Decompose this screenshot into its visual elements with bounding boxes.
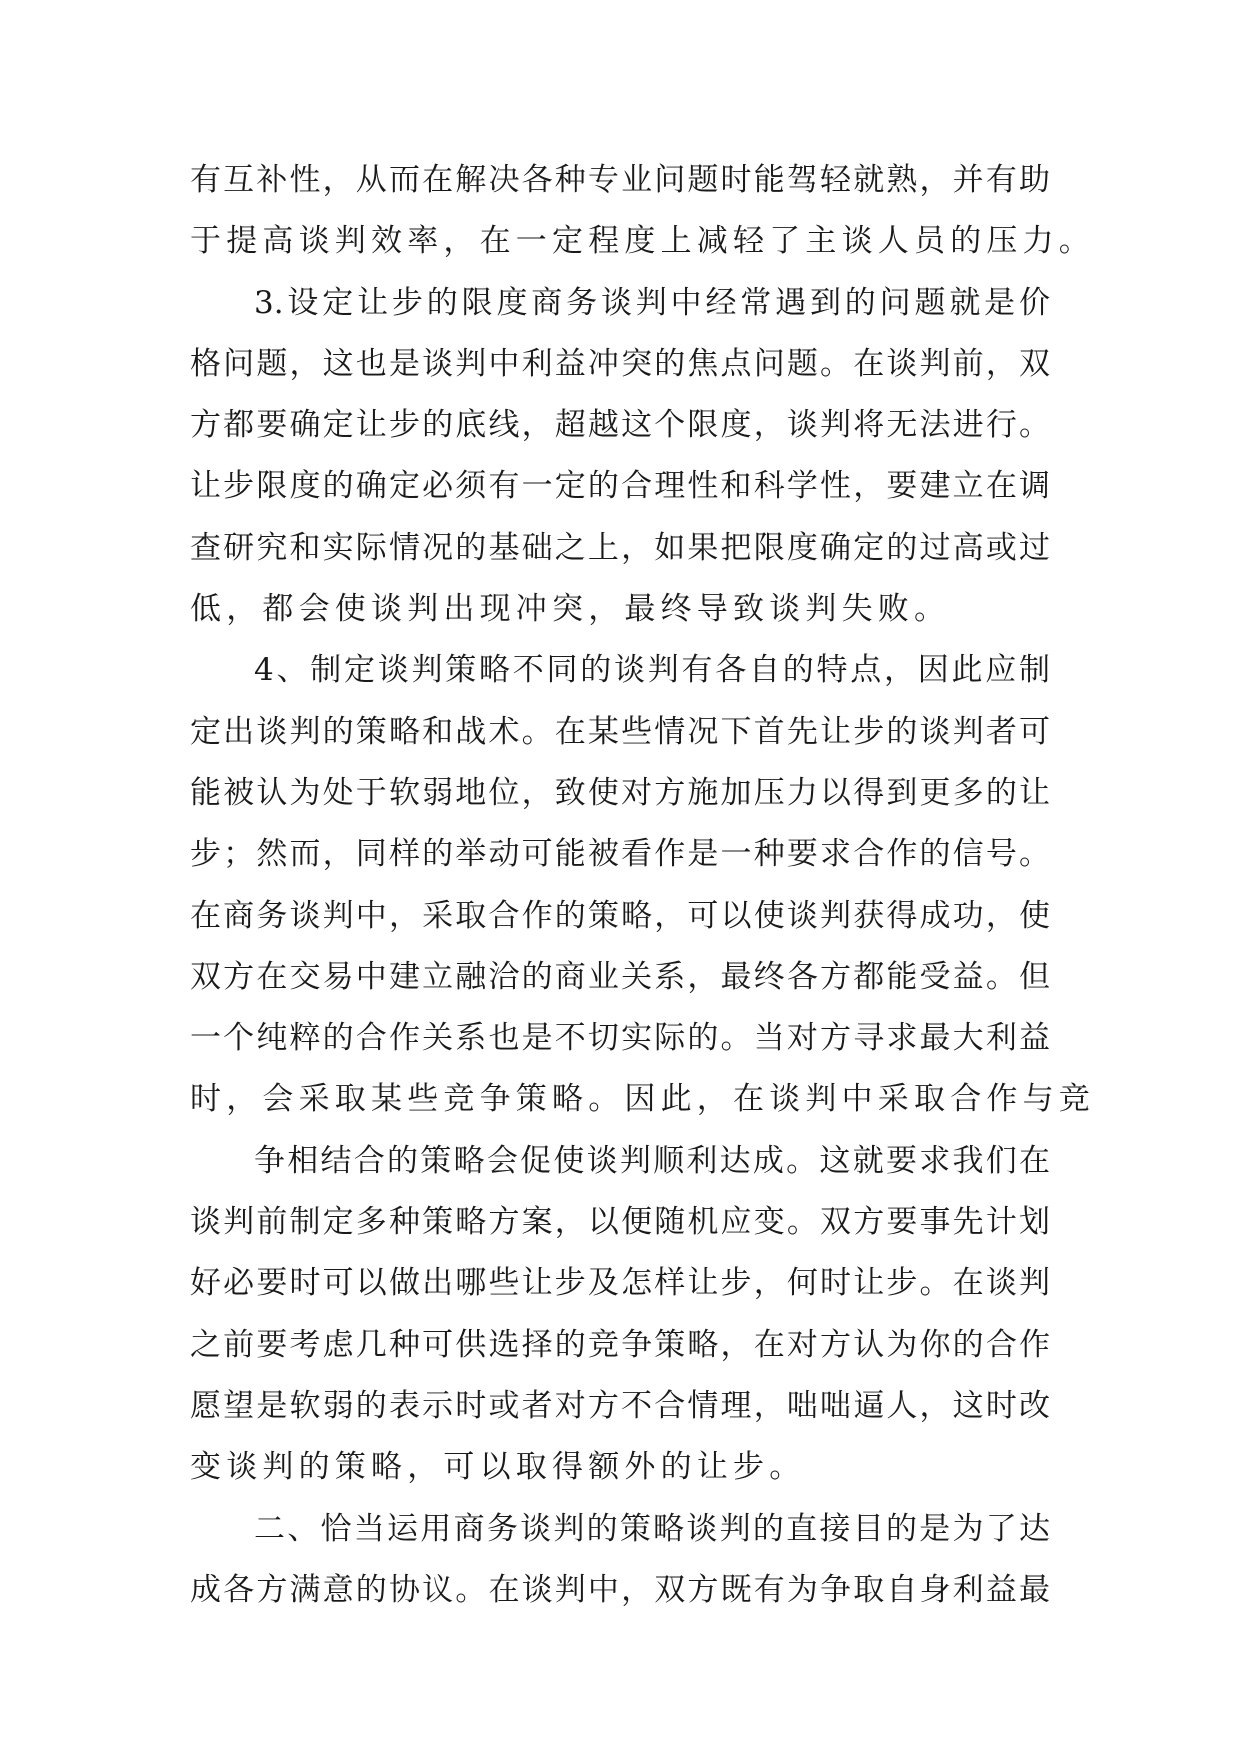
text-line: 谈判前制定多种策略方案，以便随机应变。双方要事先计划: [190, 1204, 1050, 1241]
document-body: [190, 150, 1095, 1621]
text-line: 双方在交易中建立融洽的商业关系，最终各方都能受益。但: [190, 958, 1050, 995]
paragraph-start-line: 二、恰当运用商务谈判的策略谈判的直接目的是为了达: [254, 1510, 1050, 1547]
text-line: 步；然而，同样的举动可能被看作是一种要求合作的信号。: [190, 836, 1050, 873]
text-line: 在商务谈判中，采取合作的策略，可以使谈判获得成功，使: [190, 897, 1050, 934]
text-line: 一个纯粹的合作关系也是不切实际的。当对方寻求最大利益: [190, 1020, 1050, 1057]
text-line: 之前要考虑几种可供选择的竞争策略，在对方认为你的合作: [190, 1326, 1050, 1363]
text-line: 查研究和实际情况的基础之上，如果把限度确定的过高或过: [190, 529, 1050, 566]
text-line: 时，会采取某些竞争策略。因此，在谈判中采取合作与竞: [190, 1081, 1095, 1118]
text-line: 愿望是软弱的表示时或者对方不合情理，咄咄逼人，这时改: [190, 1387, 1050, 1424]
text-line: 变谈判的策略，可以取得额外的让步。: [190, 1449, 806, 1486]
text-line: 低，都会使谈判出现冲突，最终导致谈判失败。: [190, 591, 951, 628]
paragraph-start-line: 3.设定让步的限度商务谈判中经常遇到的问题就是价: [254, 284, 1050, 321]
text-line: 定出谈判的策略和战术。在某些情况下首先让步的谈判者可: [190, 713, 1050, 750]
paragraph-start-line: 争相结合的策略会促使谈判顺利达成。这就要求我们在: [254, 1142, 1050, 1179]
text-line: 有互补性，从而在解决各种专业问题时能驾轻就熟，并有助: [190, 162, 1050, 198]
text-line: 格问题，这也是谈判中利益冲突的焦点问题。在谈判前，双: [190, 345, 1050, 382]
paragraph-start-line: 4、制定谈判策略不同的谈判有各自的特点，因此应制: [254, 652, 1050, 689]
text-line: 让步限度的确定必须有一定的合理性和科学性，要建立在调: [190, 468, 1050, 505]
text-line: 方都要确定让步的底线，超越这个限度，谈判将无法进行。: [190, 407, 1050, 444]
text-line: 能被认为处于软弱地位，致使对方施加压力以得到更多的让: [190, 774, 1050, 811]
text-line: 好必要时可以做出哪些让步及怎样让步，何时让步。在谈判: [190, 1265, 1050, 1302]
text-line: 成各方满意的协议。在谈判中，双方既有为争取自身利益最: [190, 1571, 1050, 1608]
text-line: 于提高谈判效率，在一定程度上减轻了主谈人员的压力。: [190, 223, 1095, 260]
